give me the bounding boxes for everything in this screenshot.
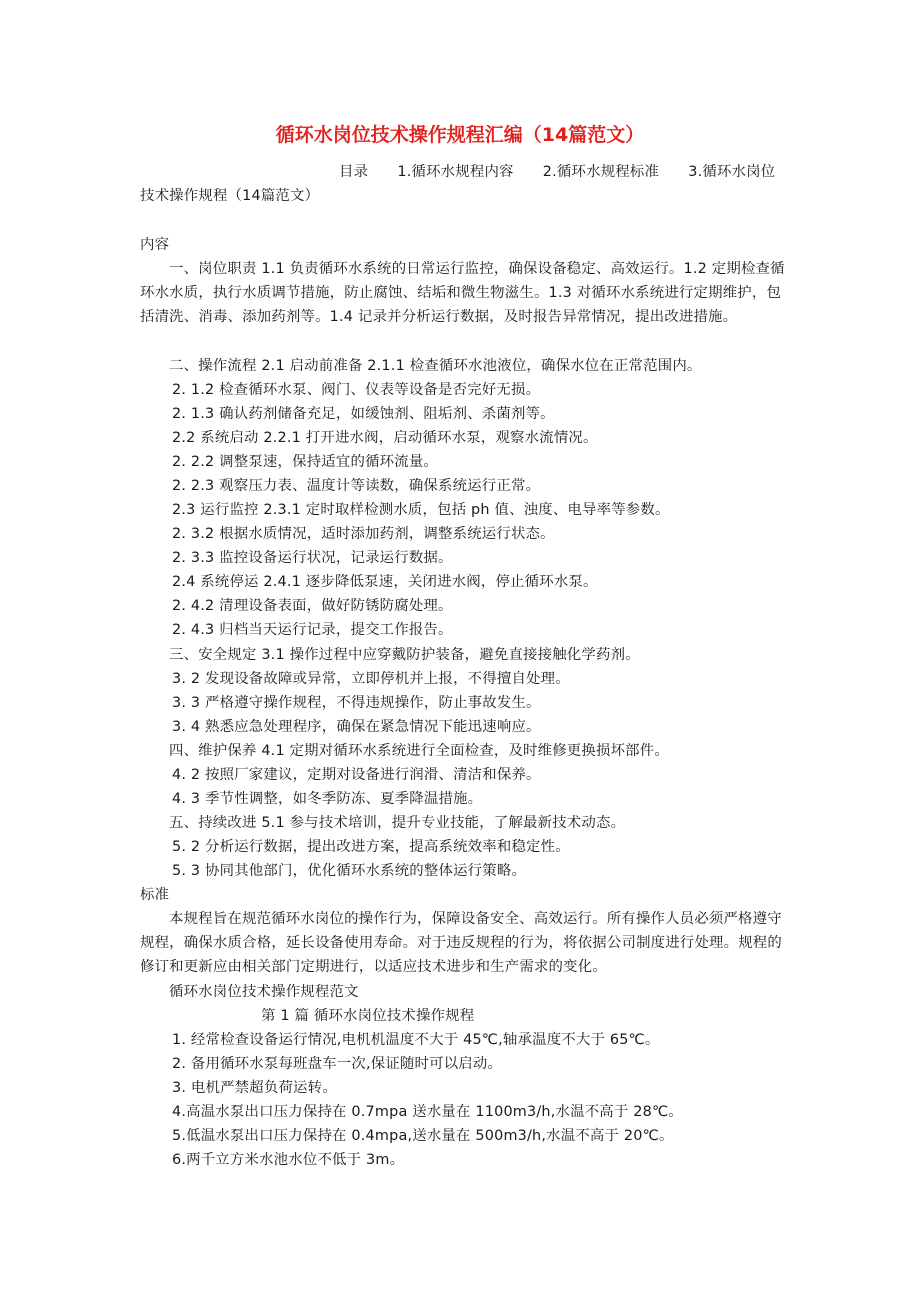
sample-item: 6.两千立方米水池水位不低于 3m。 — [172, 1152, 405, 1168]
standard-heading: 标准 — [140, 887, 170, 903]
content-line: 5. 3 协同其他部门，优化循环水系统的整体运行策略。 — [172, 863, 527, 879]
sample-item: 3. 电机严禁超负荷运转。 — [172, 1080, 337, 1096]
sample-item: 2. 备用循环水泵每班盘车一次,保证随时可以启动。 — [172, 1056, 503, 1072]
sample-item: 1. 经常检查设备运行情况,电机机温度不大于 45℃,轴承温度不大于 65℃。 — [172, 1032, 660, 1048]
samples-heading: 循环水岗位技术操作规程范文 — [169, 984, 359, 1000]
content-line: 四、维护保养 4.1 定期对循环水系统进行全面检查，及时维修更换损坏部件。 — [169, 743, 669, 759]
content-line: 2.4 系统停运 2.4.1 逐步降低泵速，关闭进水阀，停止循环水泵。 — [172, 574, 598, 590]
content-line: 4. 2 按照厂家建议，定期对设备进行润滑、清洁和保养。 — [172, 767, 541, 783]
content-line: 2. 3.3 监控设备运行状况，记录运行数据。 — [172, 550, 453, 566]
sample-item: 5.低温水泵出口压力保持在 0.4mpa,送水量在 500m3/h,水温不高于 20℃。 — [172, 1128, 674, 1144]
content-line: 二、操作流程 2.1 启动前准备 2.1.1 检查循环水池液位，确保水位在正常范围内。 — [169, 358, 702, 374]
sample-item: 4.高温水泵出口压力保持在 0.7mpa 送水量在 1100m3/h,水温不高于 28℃。 — [172, 1104, 683, 1120]
content-line: 3. 3 严格遵守操作规程，不得违规操作，防止事故发生。 — [172, 695, 541, 711]
content-line: 2.3 运行监控 2.3.1 定时取样检测水质，包括 ph 值、浊度、电导率等参数。 — [172, 502, 670, 518]
content-line: 2. 2.3 观察压力表、温度计等读数，确保系统运行正常。 — [172, 478, 541, 494]
content-line: 2.2 系统启动 2.2.1 打开进水阀，启动循环水泵，观察水流情况。 — [172, 430, 598, 446]
content-line: 3. 4 熟悉应急处理程序，确保在紧急情况下能迅速响应。 — [172, 719, 541, 735]
content-line: 4. 3 季节性调整，如冬季防冻、夏季降温措施。 — [172, 791, 483, 807]
content-line: 5. 2 分析运行数据，提出改进方案，提高系统效率和稳定性。 — [172, 839, 570, 855]
content-heading: 内容 — [140, 237, 170, 253]
content-line: 2. 1.2 检查循环水泵、阀门、仪表等设备是否完好无损。 — [172, 382, 541, 398]
content-line: 2. 1.3 确认药剂储备充足，如缓蚀剂、阻垢剂、杀菌剂等。 — [172, 406, 555, 422]
content-line: 3. 2 发现设备故障或异常，立即停机并上报，不得擅自处理。 — [172, 671, 570, 687]
sample-title: 第 1 篇 循环水岗位技术操作规程 — [261, 1008, 475, 1024]
content-line: 三、安全规定 3.1 操作过程中应穿戴防护装备，避免直接接触化学药剂。 — [169, 647, 640, 663]
content-line: 2. 4.2 清理设备表面，做好防锈防腐处理。 — [172, 598, 453, 614]
content-line: 2. 3.2 根据水质情况，适时添加药剂，调整系统运行状态。 — [172, 526, 555, 542]
standard-text: 本规程旨在规范循环水岗位的操作行为，保障设备安全、高效运行。所有操作人员必须严格遵守规程，确保水质合格，延长设备使用寿命。对于违反规程的行为，将依据公司制度进行处理。规程的修订和更新应由相关部门定期进行，以适应技术进步和生产需求的变化。 — [140, 911, 782, 976]
table-of-contents: 目录 1.循环水规程内容 2.循环水规程标准 3.循环水岗位技术操作规程（14篇范文） — [140, 164, 776, 205]
content-line: 五、持续改进 5.1 参与技术培训，提升专业技能，了解最新技术动态。 — [169, 815, 626, 831]
content-line: 一、岗位职责 1.1 负责循环水系统的日常运行监控，确保设备稳定、高效运行。1.2 定期检查循环水水质，执行水质调节措施，防止腐蚀、结垢和微生物滋生。1.3 对循环水系统进行定期维护，包括清洗、消毒、添加药剂等。1.4 记录并分析运行数据，及时报告异常情况，提出改进措施。 — [140, 261, 785, 326]
content-line: 2. 4.3 归档当天运行记录，提交工作报告。 — [172, 622, 453, 638]
content-line: 2. 2.2 调整泵速，保持适宜的循环流量。 — [172, 454, 439, 470]
document-title: 循环水岗位技术操作规程汇编（14篇范文） — [275, 124, 645, 146]
